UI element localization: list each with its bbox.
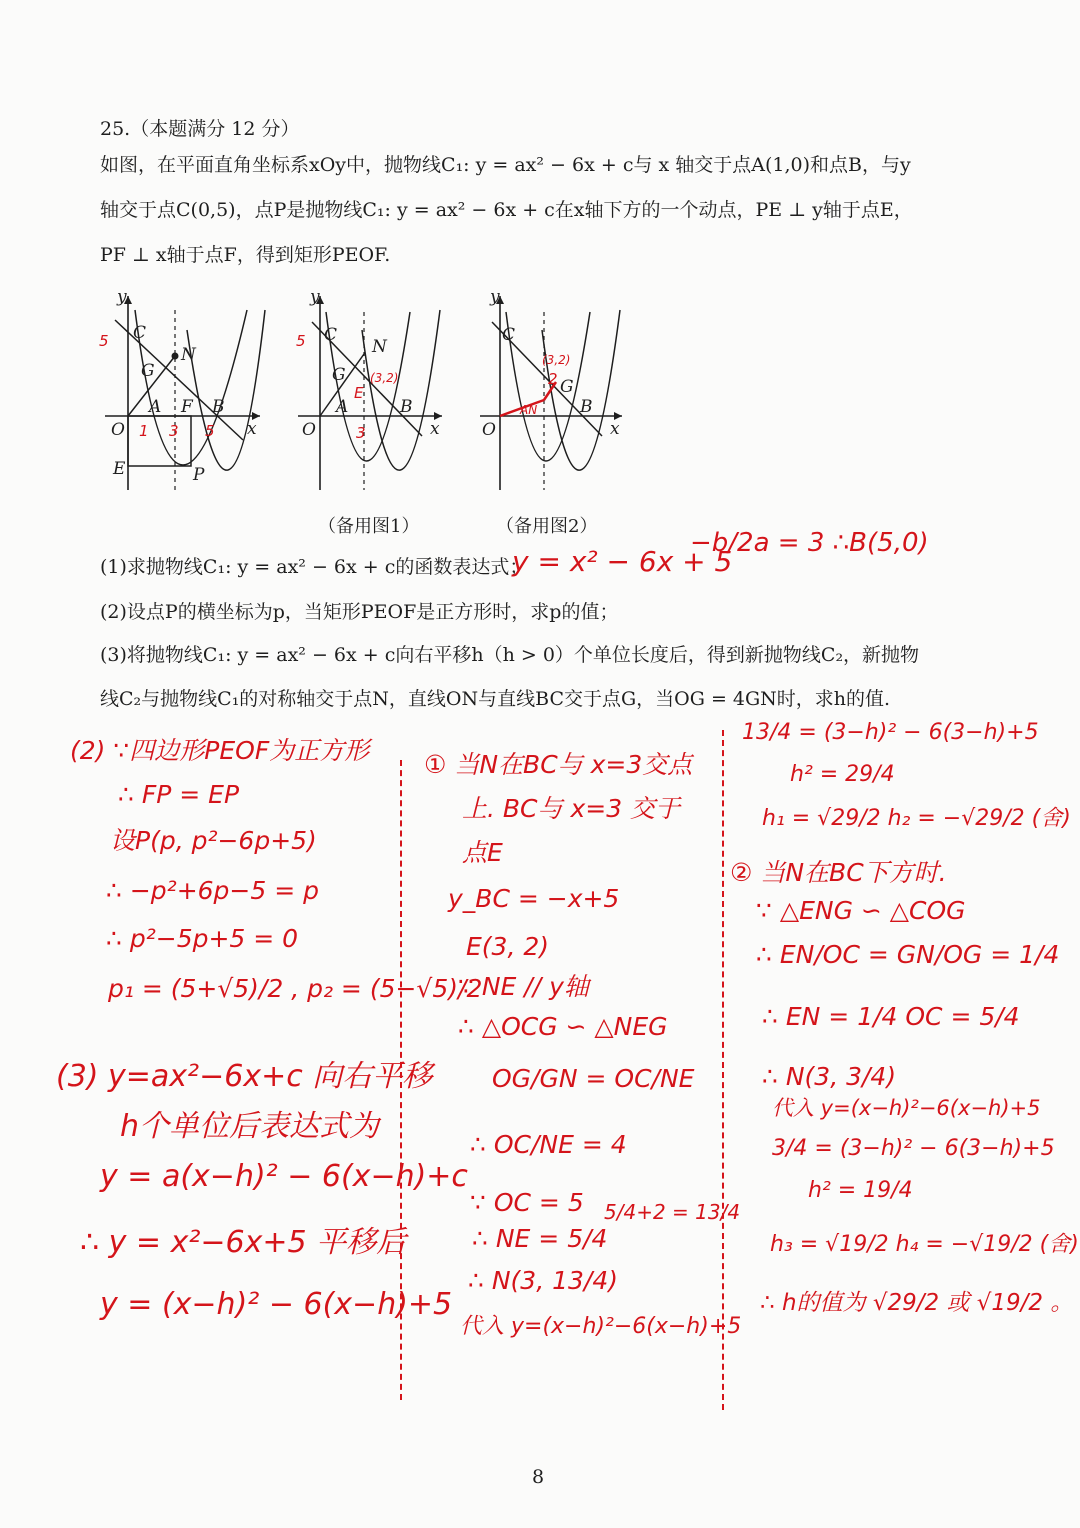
fig2-label-C: C [324,325,338,345]
col1-line-11: y = (x−h)² − 6(x−h)+5 [100,1287,453,1322]
fig3-mark-point: (3,2) [542,353,571,367]
fig2-label-G: G [332,365,346,385]
fig1-mark-5: 5 [99,332,109,350]
figure-main [95,287,265,500]
col2-line-14: 代入 y=(x−h)²−6(x−h)+5 [460,1314,742,1339]
col3-line-3: h₁ = √29/2 h₂ = −√29/2 (舍) [762,806,1071,831]
col1-line-7: (3) y=ax²−6x+c 向右平移 [56,1059,433,1094]
figure-backup-1 [290,287,450,500]
question-3b: 线C₂与抛物线C₁的对称轴交于点N，直线ON与直线BC交于点G，当OG = 4GN时，求h的值. [100,688,891,710]
col1-line-6: p₁ = (5+√5)/2 , p₂ = (5−√5)/2 [108,974,483,1003]
col3-line-8: ∴ N(3, 3/4) [762,1062,897,1091]
fig1-label-C: C [133,323,147,343]
fig1-label-F: F [181,397,193,417]
col2-line-5: E(3, 2) [466,932,550,961]
fig3-mark-2: 2 [548,370,558,388]
col3-line-10: 3/4 = (3−h)² − 6(3−h)+5 [772,1136,1055,1161]
fig2-label-B: B [400,397,413,417]
fig3-label-y: y [490,287,500,307]
col3-line-1: 13/4 = (3−h)² − 6(3−h)+5 [742,720,1039,745]
fig3-label-G: G [560,377,574,397]
figure-backup-2 [472,287,632,500]
col2-line-13: ∴ N(3, 13/4) [468,1266,618,1295]
col3-line-5: ∵ △ENG ∽ △COG [756,896,966,925]
col2-line-7: ∴ △OCG ∽ △NEG [458,1012,668,1041]
col1-line-4: ∴ −p²+6p−5 = p [106,876,319,905]
col2-line-2: 上. BC与 x=3 交于 [462,794,681,823]
fig1-mark-1: 1 [139,422,149,440]
fig3-label-AN: AN [520,403,538,417]
fig1-label-A: A [149,397,162,417]
problem-line-3: PF ⊥ x轴于点F，得到矩形PEOF. [100,244,391,266]
fig2-label-O: O [302,420,316,440]
col2-line-9: ∴ OC/NE = 4 [470,1130,627,1159]
fig2-label-x: x [430,419,440,439]
col1-line-2: ∴ FP = EP [118,780,240,809]
fig1-mark-5b: 5 [205,422,215,440]
col3-line-13: ∴ h的值为 √29/2 或 √19/2 。 [760,1290,1074,1316]
fig3-label-O: O [482,420,496,440]
fig1-label-E: E [113,459,126,479]
col2-line-11: ∴ NE = 5/4 [472,1224,608,1253]
col3-line-6: ∴ EN/OC = GN/OG = 1/4 [756,940,1060,969]
col3-line-12: h₃ = √19/2 h₄ = −√19/2 (舍) [770,1232,1079,1257]
fig2-label-y: y [310,287,320,307]
fig3-label-B: B [580,397,593,417]
fig3-label-x: x [610,419,620,439]
problem-line-1: 如图，在平面直角坐标系xOy中，抛物线C₁: y = ax² − 6x + c与 x 轴交于点A(1,0)和点B，与y [100,154,911,176]
col3-line-9: 代入 y=(x−h)²−6(x−h)+5 [772,1096,1041,1120]
fig1-label-x: x [247,419,257,439]
col2-line-1: ① 当N在BC与 x=3交点 [424,750,693,779]
column-divider-2 [722,730,724,1410]
col2-line-4: y_BC = −x+5 [448,884,620,913]
q1-answer: y = x² − 6x + 5 [512,545,733,578]
fig1-label-O: O [111,420,125,440]
col2-line-3: 点E [462,838,503,867]
col2-line-6: ∵ NE // y轴 [458,972,589,1001]
fig2-mark-point: (3,2) [370,371,399,385]
col1-line-1: (2) ∵四边形PEOF为正方形 [70,736,370,765]
fig1-mark-3: 3 [169,422,179,440]
problem-heading: 25.（本题满分 12 分） [100,118,300,140]
page-number: 8 [532,1466,545,1488]
fig2-label-N: N [372,337,387,357]
fig2-label-E: E [354,384,364,402]
col1-line-9: y = a(x−h)² − 6(x−h)+c [100,1159,468,1194]
fig3-caption: （备用图2） [496,516,598,537]
col2-line-8: OG/GN = OC/NE [492,1064,695,1093]
col3-line-7: ∴ EN = 1/4 OC = 5/4 [762,1002,1020,1031]
col2-line-10: ∵ OC = 5 [470,1188,584,1217]
fig2-label-A: A [336,397,349,417]
problem-line-2: 轴交于点C(0,5)，点P是抛物线C₁: y = ax² − 6x + c在x轴下方的一个动点，PE ⊥ y轴于点E， [100,199,913,221]
col1-line-8: h个单位后表达式为 [120,1109,380,1144]
col1-line-5: ∴ p²−5p+5 = 0 [106,924,299,953]
fig3-label-C: C [502,325,516,345]
col3-line-4: ② 当N在BC下方时. [730,858,947,887]
fig1-label-N: N [181,345,196,365]
fig1-label-B: B [212,397,225,417]
question-3a: (3)将抛物线C₁: y = ax² − 6x + c向右平移h（h > 0）个单位长度后，得到新抛物线C₂，新抛物 [100,644,920,666]
fig2-mark-3: 3 [356,424,366,442]
question-1: (1)求抛物线C₁: y = ax² − 6x + c的函数表达式； [100,556,529,578]
col1-line-10: ∴ y = x²−6x+5 平移后 [80,1225,407,1260]
fig1-label-G: G [141,361,155,381]
col3-line-2: h² = 29/4 [790,762,895,787]
question-2: (2)设点P的横坐标为p，当矩形PEOF是正方形时，求p的值； [100,601,619,623]
col2-line-12: 5/4+2 = 13/4 [604,1200,741,1224]
q1-side-note: −b/2a = 3 ∴B(5,0) [690,528,929,558]
fig1-label-y: y [117,287,127,307]
col1-line-3: 设P(p, p²−6p+5) [110,826,317,855]
col3-line-11: h² = 19/4 [808,1178,913,1203]
fig2-mark-5: 5 [296,332,306,350]
fig1-label-P: P [193,465,205,485]
fig2-caption: （备用图1） [318,516,420,537]
